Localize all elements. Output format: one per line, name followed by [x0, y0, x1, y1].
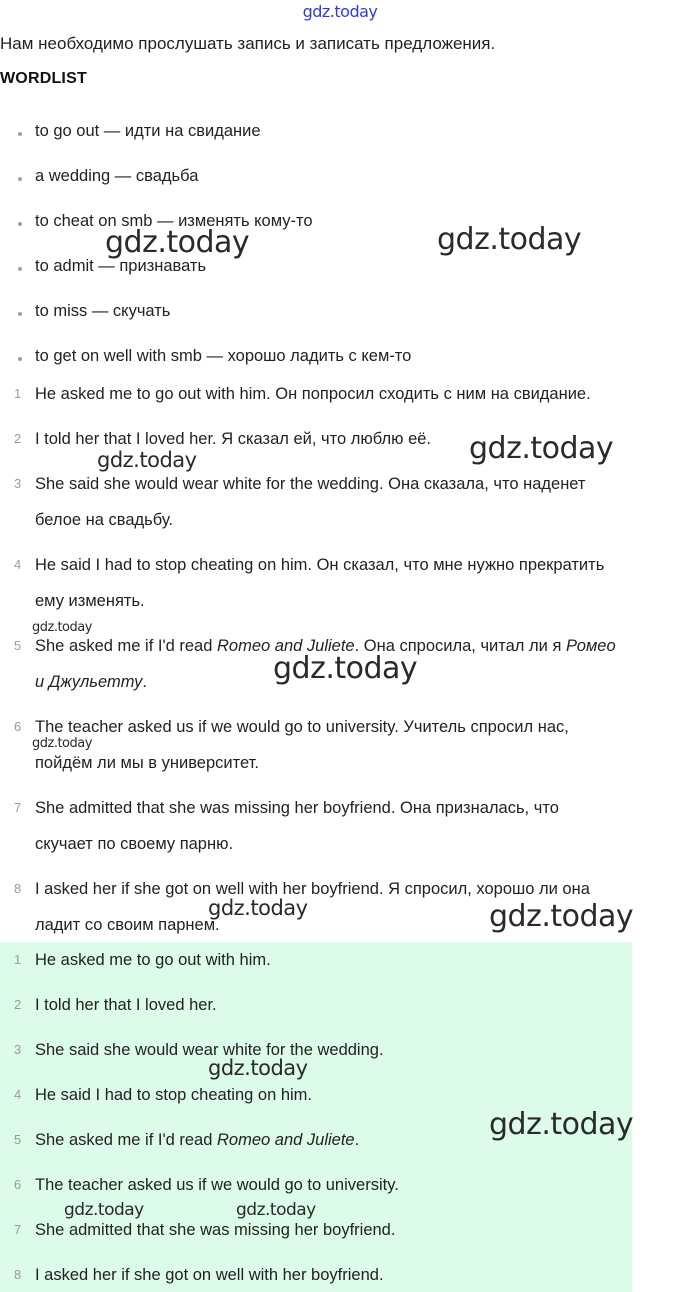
item-number: 8: [14, 1267, 22, 1282]
item-number: 2: [14, 431, 22, 446]
bullet-icon: [18, 267, 22, 271]
watermark: gdz.today: [97, 448, 197, 472]
watermark: gdz.today: [208, 896, 308, 920]
watermark: gdz.today: [208, 1056, 308, 1080]
watermark: gdz.today: [32, 620, 92, 635]
watermark: gdz.today: [32, 736, 92, 751]
watermark: gdz.today: [105, 225, 250, 260]
item-number: 1: [14, 386, 22, 401]
wordlist-item: to get on well with smb — хорошо ладить с кем-то: [0, 337, 680, 382]
item-number: 6: [14, 1177, 22, 1192]
watermark: gdz.today: [469, 431, 614, 466]
site-logo[interactable]: gdz.today: [302, 2, 378, 21]
item-number: 3: [14, 476, 22, 491]
bullet-icon: [18, 312, 22, 316]
watermark: gdz.today: [273, 651, 418, 686]
item-number: 7: [14, 1222, 22, 1237]
watermark: gdz.today: [437, 222, 582, 257]
wordlist-item: a wedding — свадьба: [0, 157, 680, 202]
wordlist-item: to cheat on smb — изменять кому-то: [0, 202, 680, 247]
item-number: 4: [14, 557, 22, 572]
wordlist-item: to admit — признавать: [0, 247, 680, 292]
watermark: gdz.today: [489, 1107, 634, 1142]
item-number: 5: [14, 1132, 22, 1147]
bullet-icon: [18, 132, 22, 136]
item-number: 1: [14, 952, 22, 967]
bullet-icon: [18, 177, 22, 181]
bullet-icon: [18, 357, 22, 361]
task-instruction: Нам необходимо прослушать запись и записать предложения.: [0, 34, 496, 53]
bullet-icon: [18, 222, 22, 226]
item-number: 6: [14, 719, 22, 734]
wordlist-item: to go out — идти на свидание: [0, 112, 680, 157]
item-number: 3: [14, 1042, 22, 1057]
watermark: gdz.today: [236, 1200, 316, 1220]
watermark: gdz.today: [489, 899, 634, 934]
wordlist-item: to miss — скучать: [0, 292, 680, 337]
item-number: 4: [14, 1087, 22, 1102]
item-number: 7: [14, 800, 22, 815]
watermark: gdz.today: [64, 1200, 144, 1220]
item-number: 8: [14, 881, 22, 896]
wordlist-heading: WORDLIST: [0, 70, 87, 87]
item-number: 5: [14, 638, 22, 653]
item-number: 2: [14, 997, 22, 1012]
